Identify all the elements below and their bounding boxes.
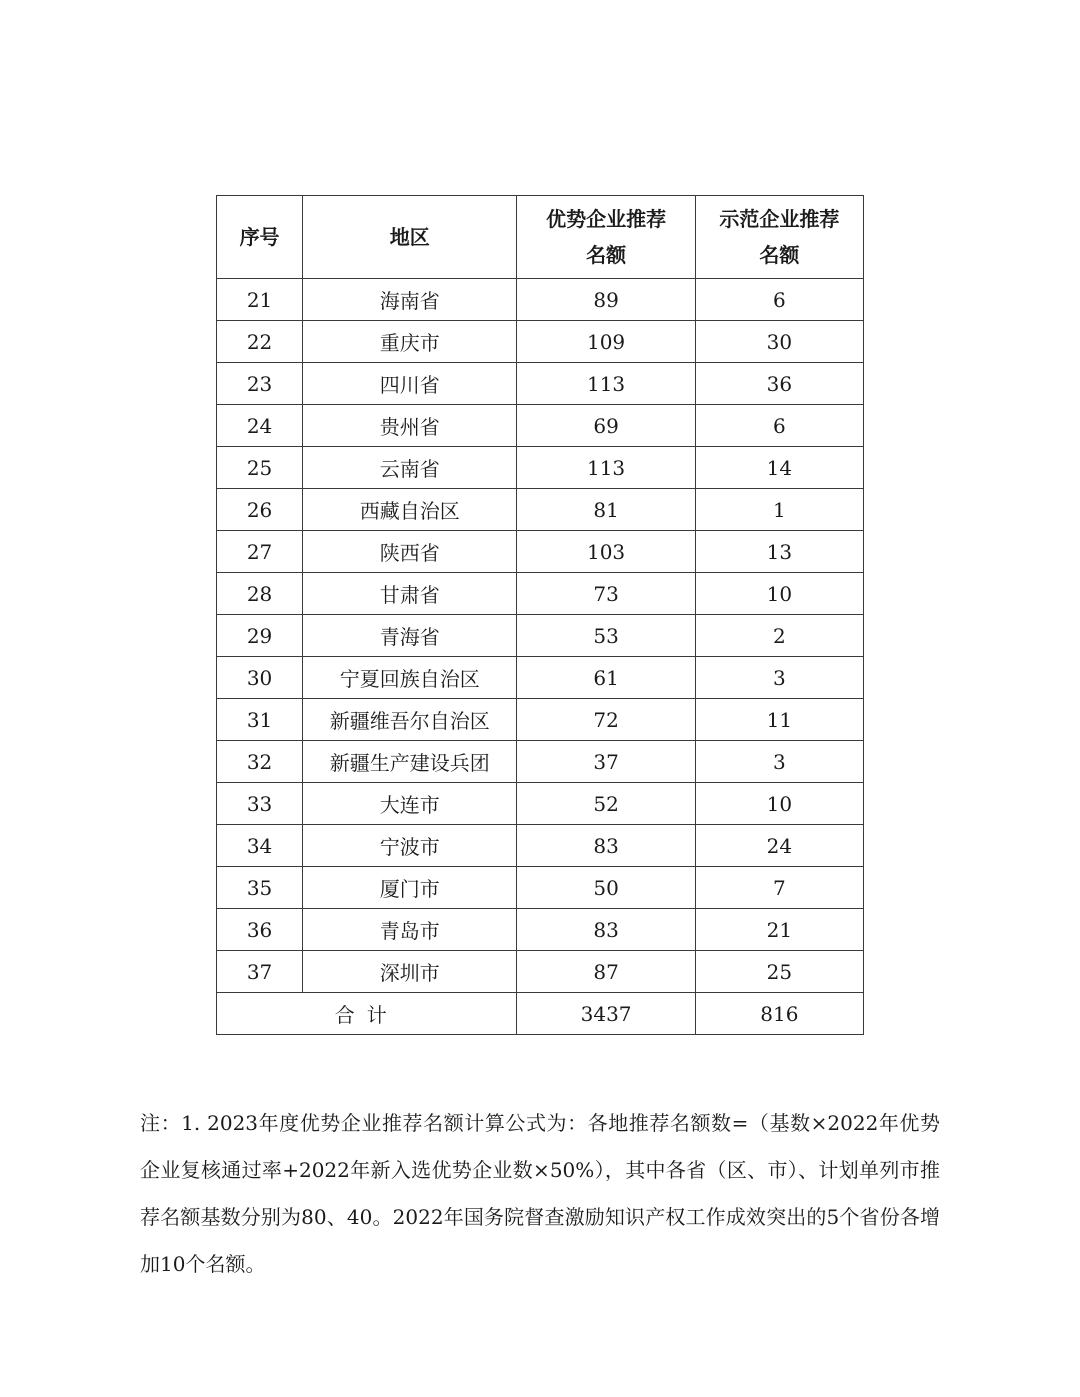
- cell-advantage-quota: 73: [517, 573, 695, 615]
- cell-index: 28: [217, 573, 303, 615]
- cell-advantage-quota: 113: [517, 447, 695, 489]
- cell-index: 25: [217, 447, 303, 489]
- cell-index: 35: [217, 867, 303, 909]
- cell-demo-quota: 10: [695, 783, 863, 825]
- cell-index: 36: [217, 909, 303, 951]
- footnote: [140, 1100, 940, 1288]
- cell-region: 西藏自治区: [303, 489, 517, 531]
- cell-index: 37: [217, 951, 303, 993]
- table-row: [217, 699, 864, 741]
- cell-demo-quota: 24: [695, 825, 863, 867]
- cell-demo-quota: 3: [695, 741, 863, 783]
- cell-advantage-quota: 83: [517, 909, 695, 951]
- cell-advantage-quota: 83: [517, 825, 695, 867]
- cell-region: 新疆维吾尔自治区: [303, 699, 517, 741]
- header-demo-line2: 名额: [759, 243, 800, 267]
- cell-region: 四川省: [303, 363, 517, 405]
- cell-demo-quota: 3: [695, 657, 863, 699]
- table-row: [217, 447, 864, 489]
- quota-table: [216, 195, 864, 1035]
- cell-region: 云南省: [303, 447, 517, 489]
- table-row: [217, 573, 864, 615]
- cell-index: 30: [217, 657, 303, 699]
- cell-advantage-quota: 81: [517, 489, 695, 531]
- cell-advantage-quota: 113: [517, 363, 695, 405]
- header-advantage-line1: 优势企业推荐: [546, 207, 667, 231]
- cell-region: 宁夏回族自治区: [303, 657, 517, 699]
- cell-advantage-quota: 37: [517, 741, 695, 783]
- cell-index: 21: [217, 279, 303, 321]
- table-row: [217, 825, 864, 867]
- footnote-text: 注：1. 2023年度优势企业推荐名额计算公式为：各地推荐名额数=（基数×2022年优势企业复核通过率+2022年新入选优势企业数×50%），其中各省（区、市）、计划单列市推荐名额基数分别为80、40。2022年国务院督查激励知识产权工作成效突出的5个省份各增加10个名额。: [140, 1111, 940, 1276]
- cell-index: 33: [217, 783, 303, 825]
- header-advantage-quota: [517, 196, 695, 279]
- cell-demo-quota: 14: [695, 447, 863, 489]
- header-advantage-line2: 名额: [586, 243, 627, 267]
- cell-index: 22: [217, 321, 303, 363]
- table-row: [217, 489, 864, 531]
- cell-index: 27: [217, 531, 303, 573]
- cell-demo-quota: 25: [695, 951, 863, 993]
- cell-demo-quota: 2: [695, 615, 863, 657]
- table-row: [217, 783, 864, 825]
- cell-advantage-quota: 52: [517, 783, 695, 825]
- table-total-row: [217, 993, 864, 1035]
- cell-demo-quota: 11: [695, 699, 863, 741]
- cell-advantage-quota: 53: [517, 615, 695, 657]
- table-row: [217, 741, 864, 783]
- cell-demo-quota: 6: [695, 279, 863, 321]
- header-region: 地区: [303, 196, 517, 279]
- cell-index: 31: [217, 699, 303, 741]
- table-header-row: [217, 196, 864, 279]
- header-demo-quota: [695, 196, 863, 279]
- cell-index: 26: [217, 489, 303, 531]
- total-advantage-quota: 3437: [517, 993, 695, 1035]
- table-row: [217, 531, 864, 573]
- cell-advantage-quota: 50: [517, 867, 695, 909]
- cell-region: 海南省: [303, 279, 517, 321]
- cell-region: 青岛市: [303, 909, 517, 951]
- cell-advantage-quota: 89: [517, 279, 695, 321]
- cell-advantage-quota: 103: [517, 531, 695, 573]
- cell-region: 新疆生产建设兵团: [303, 741, 517, 783]
- cell-index: 29: [217, 615, 303, 657]
- cell-advantage-quota: 72: [517, 699, 695, 741]
- table-row: [217, 321, 864, 363]
- table-row: [217, 405, 864, 447]
- cell-region: 青海省: [303, 615, 517, 657]
- cell-demo-quota: 7: [695, 867, 863, 909]
- table-row: [217, 615, 864, 657]
- table-row: [217, 657, 864, 699]
- cell-region: 宁波市: [303, 825, 517, 867]
- cell-region: 厦门市: [303, 867, 517, 909]
- table-row: [217, 909, 864, 951]
- cell-demo-quota: 30: [695, 321, 863, 363]
- cell-region: 大连市: [303, 783, 517, 825]
- cell-region: 重庆市: [303, 321, 517, 363]
- cell-region: 贵州省: [303, 405, 517, 447]
- header-demo-line1: 示范企业推荐: [719, 207, 840, 231]
- cell-index: 23: [217, 363, 303, 405]
- cell-index: 24: [217, 405, 303, 447]
- cell-advantage-quota: 69: [517, 405, 695, 447]
- cell-advantage-quota: 87: [517, 951, 695, 993]
- table-row: [217, 951, 864, 993]
- cell-region: 陕西省: [303, 531, 517, 573]
- cell-advantage-quota: 61: [517, 657, 695, 699]
- table-row: [217, 867, 864, 909]
- cell-demo-quota: 21: [695, 909, 863, 951]
- table-row: [217, 363, 864, 405]
- cell-demo-quota: 36: [695, 363, 863, 405]
- cell-region: 深圳市: [303, 951, 517, 993]
- cell-advantage-quota: 109: [517, 321, 695, 363]
- table-body: [217, 279, 864, 1035]
- cell-index: 32: [217, 741, 303, 783]
- cell-region: 甘肃省: [303, 573, 517, 615]
- cell-demo-quota: 6: [695, 405, 863, 447]
- cell-demo-quota: 1: [695, 489, 863, 531]
- total-label: 合计: [217, 993, 517, 1035]
- cell-index: 34: [217, 825, 303, 867]
- cell-demo-quota: 13: [695, 531, 863, 573]
- total-demo-quota: 816: [695, 993, 863, 1035]
- header-index: 序号: [217, 196, 303, 279]
- table-row: [217, 279, 864, 321]
- cell-demo-quota: 10: [695, 573, 863, 615]
